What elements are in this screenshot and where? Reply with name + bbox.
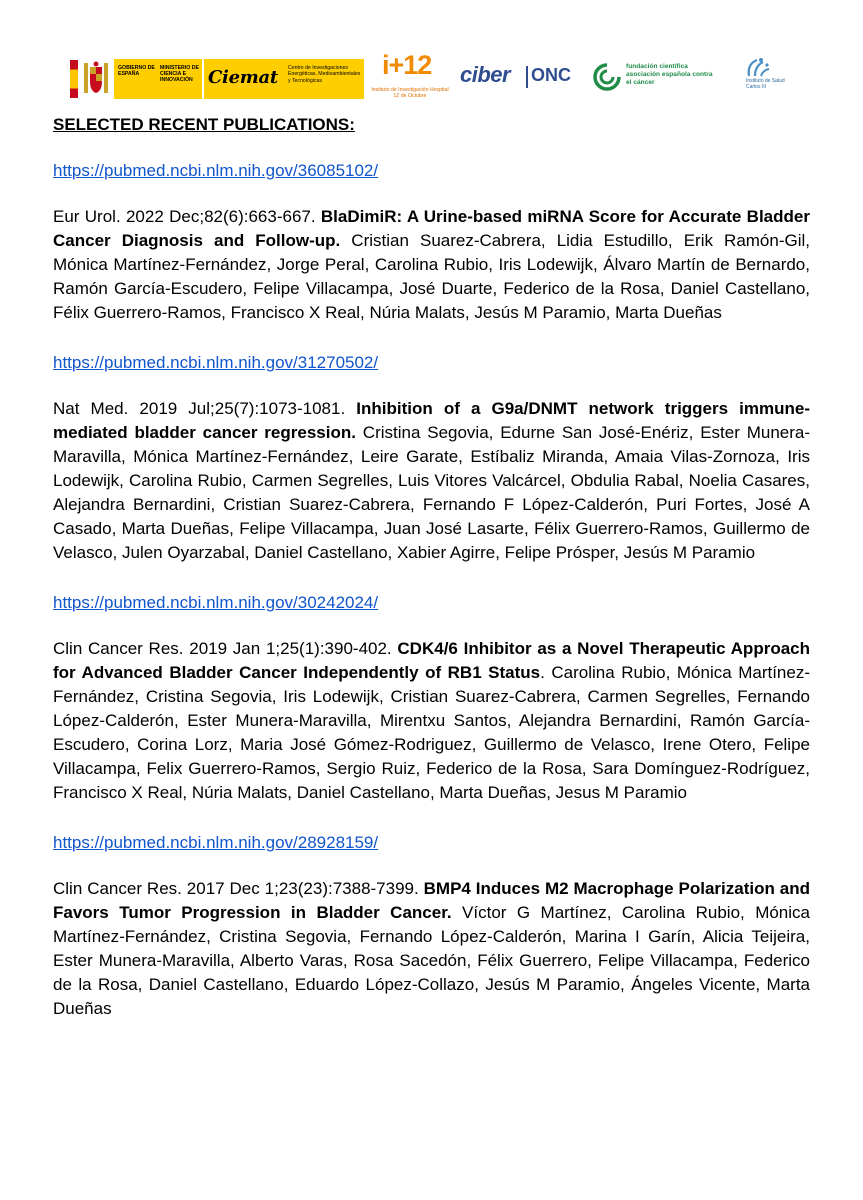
pubmed-link-1[interactable]: https://pubmed.ncbi.nlm.nih.gov/36085102/ — [53, 161, 379, 180]
ministerio-label: MINISTERIO DE CIENCIA E INNOVACIÓN — [160, 65, 199, 84]
publication-entry-2 — [53, 397, 810, 565]
i12-subtitle: Instituto de Investigación Hospital 12 de Octubre — [371, 87, 449, 99]
authors: Cristina Segovia, Edurne San José-Enériz, Ester Munera-Maravilla, Mónica Martínez-Fernández, Leire Garate, Estíbaliz Miranda, Amaia Vilas-Zornoza, Iris Lodewijk, Carolina Rubio, Carmen Segrelles, Luis Vitores Valcárcel, Obdulia Rabal, Noelia Casares, Alejandra Bernardini, Cristian Suarez-Cabrera, Fernando F López-Calderón, Puri Fortes, José A Casado, Marta Dueñas, Felipe Villacampa, Juan José Lasarte, Félix Guerrero-Ramos, Guillermo de Velasco, Julen Oyarzabal, Daniel Castellano, Xabier Agirre, Felipe Prósper, Jesús M Paramio — [53, 423, 811, 562]
publication-entry-3 — [53, 637, 810, 805]
authors: Cristian Suarez-Cabrera, Lidia Estudillo, Erik Ramón-Gil, Mónica Martínez-Fernández, Jorge Peral, Carolina Rubio, Iris Lodewijk, Álvaro Martín de Bernardo, Ramón García-Escudero, Felipe Villacampa, José Duarte, Federico de la Rosa, Daniel Castellano, Félix Guerrero-Ramos, Francisco X Real, Núria Malats, Jesús M Paramio, Marta Dueñas — [53, 231, 811, 322]
page-title: SELECTED RECENT PUBLICATIONS: — [53, 115, 355, 134]
authors: Víctor G Martínez, Carolina Rubio, Mónica Martínez-Fernández, Cristina Segovia, Fernando López-Calderón, Marina I Garín, Alicia Teijeira, Ester Munera-Maravilla, Alberto Varas, Rosa Sacedón, Félix Guerrero, Felipe Villacampa, Federico de la Rosa, Daniel Castellano, Eduardo López-Collazo, Jesús M Paramio, Ángeles Vicente, Marta Dueñas — [53, 903, 810, 1018]
gobierno-logo — [70, 56, 202, 102]
ciber-suffix: ONC — [531, 65, 571, 85]
publication-title: CDK4/6 Inhibitor as a Novel Therapeutic Approach for Advanced Bladder Cancer Independently of RB1 Status — [53, 639, 810, 682]
publication-title: BMP4 Induces M2 Macrophage Polarization and Favors Tumor Progression in Bladder Cancer. — [53, 879, 810, 922]
ciber-name: ciber — [460, 62, 511, 87]
citation: Nat Med. 2019 Jul;25(7):1073-1081. — [53, 399, 357, 418]
pubmed-link-4[interactable]: https://pubmed.ncbi.nlm.nih.gov/28928159/ — [53, 833, 379, 852]
authors: . Carolina Rubio, Mónica Martínez-Fernández, Cristina Segovia, Iris Lodewijk, Cristian Suarez-Cabrera, Carmen Segrelles, Fernando López-Calderón, Ester Munera-Maravilla, Mirentxu Santos, Alejandra Bernardini, Ramón García-Escudero, Corina Lorz, Maria José Gómez-Rodriguez, Guillermo de Velasco, Irene Otero, Felipe Villacampa, Felix Guerrero-Ramos, Sergio Ruiz, Federico de la Rosa, Sara Domínguez-Rodríguez, Francisco X Real, Núria Malats, Daniel Castellano, Marta Dueñas, Jesus M Paramio — [53, 663, 810, 802]
isciii-text: Instituto de Salud Carlos III — [746, 78, 785, 90]
pubmed-link-3[interactable]: https://pubmed.ncbi.nlm.nih.gov/30242024/ — [53, 593, 379, 612]
citation: Clin Cancer Res. 2019 Jan 1;25(1):390-402. — [53, 639, 398, 658]
coat-of-arms-icon — [82, 61, 110, 97]
publication-entry-1 — [53, 205, 810, 325]
ciemat-name: Ciemat — [208, 67, 278, 88]
spanish-flag-icon — [70, 60, 78, 98]
publication-entry-4 — [53, 877, 810, 1021]
publications-document — [53, 113, 810, 1047]
ciber-onc-logo — [460, 56, 575, 102]
i12-logo — [370, 50, 450, 102]
i12-mark: i+12 — [382, 50, 432, 80]
logo-strip — [70, 50, 800, 102]
ciemat-description: Centro de Investigaciones Energéticas, Medioambientales y Tecnológicas — [288, 65, 361, 84]
publication-title: Inhibition of a G9a/DNMT network triggers immune-mediated bladder cancer regression. — [53, 399, 810, 442]
aecc-ring-icon — [592, 62, 622, 92]
fundacion-text: fundación científica asociación española contra el cáncer — [626, 63, 713, 87]
publication-title: BlaDimiR: A Urine-based miRNA Score for Accurate Bladder Cancer Diagnosis and Follow-up. — [53, 207, 810, 250]
fundacion-aecc-logo — [592, 56, 712, 102]
citation: Clin Cancer Res. 2017 Dec 1;23(23):7388-7399. — [53, 879, 424, 898]
ciemat-logo — [204, 56, 364, 102]
isciii-logo — [734, 56, 784, 102]
isciii-emblem-icon — [743, 56, 773, 78]
gobierno-label: GOBIERNO DE ESPAÑA — [118, 65, 155, 78]
citation: Eur Urol. 2022 Dec;82(6):663-667. — [53, 207, 321, 226]
pubmed-link-2[interactable]: https://pubmed.ncbi.nlm.nih.gov/31270502/ — [53, 353, 379, 372]
